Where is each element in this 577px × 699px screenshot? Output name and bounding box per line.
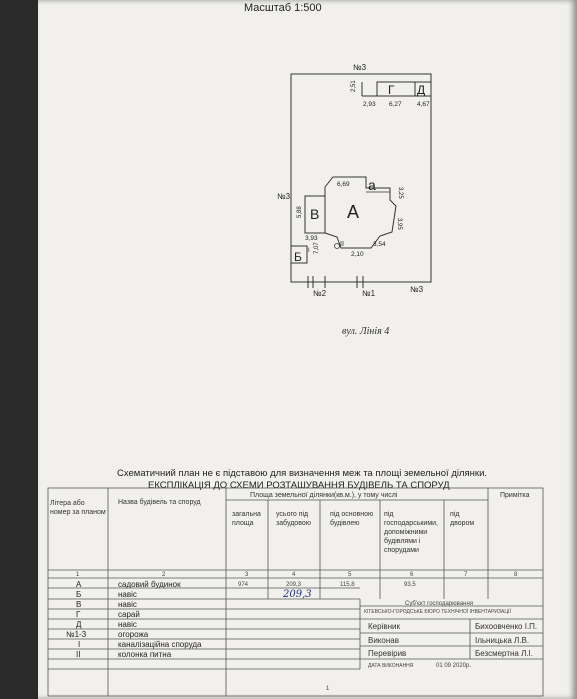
- col-number-8: 8: [514, 572, 518, 578]
- scale-title: Масштаб 1:500: [244, 2, 322, 14]
- table-title: ЕКСПЛІКАЦІЯ ДО СХЕМИ РОЗТАШУВАННЯ БУДІВЕЛЬ ТА СПОРУД: [148, 480, 450, 491]
- label-sewer: I: [308, 248, 310, 254]
- dim-6-69: 6,69: [337, 181, 350, 188]
- row-name: каналізаційна споруда: [118, 640, 202, 649]
- header-total: загальна площа: [232, 511, 261, 527]
- neighbor-n3-top: №3: [353, 63, 367, 72]
- row-built: 209,3: [286, 582, 302, 588]
- header-built: усього під забудовою: [276, 511, 311, 527]
- header-yard: під двором: [450, 511, 475, 527]
- dim-3-25: 3,25: [397, 187, 403, 199]
- neighbor-n3-bottom: №3: [410, 285, 424, 294]
- header-area-group: Площа земельної ділянки(кв.м.), у тому числі: [250, 492, 398, 499]
- label-building-g: Г: [388, 83, 395, 97]
- header-note: Примітка: [500, 492, 530, 499]
- dim-3-93: 3,93: [305, 235, 318, 242]
- row-letter: Д: [76, 620, 82, 629]
- col-number-5: 5: [348, 572, 352, 578]
- label-building-a: А: [347, 202, 360, 222]
- header-aux: під господарськими, допоміжними будівлями і спорудами: [384, 511, 438, 554]
- footer-mark: 1: [326, 686, 330, 692]
- check-name: Безсмертна Л.І.: [475, 649, 533, 658]
- handwritten-annotation: 209,3: [283, 589, 312, 600]
- org-name: КІТЕВСЬКО-ГОРОДСЬКЕ БЮРО ТЕХНІЧНОЇ ІНВЕНТАРИЗАЦІЇ: [364, 609, 511, 615]
- exec-label: Виконав: [368, 636, 399, 645]
- col-number-4: 4: [292, 572, 296, 578]
- exec-name: Ільницька Л.В.: [475, 636, 530, 645]
- dim-4-67: 4,67: [417, 101, 430, 108]
- dim-6-27: 6,27: [389, 101, 402, 108]
- col-number-1: 1: [76, 572, 80, 578]
- row-letter: Г: [76, 610, 81, 619]
- row-letter: Б: [76, 590, 82, 599]
- fence-n1-label: №1: [362, 289, 376, 298]
- header-letter: Літера або номер за планом: [50, 500, 106, 516]
- org-title: Суб'єкт господарювання: [405, 601, 474, 607]
- col-number-2: 2: [162, 572, 166, 578]
- row-name: огорожа: [118, 630, 149, 639]
- header-main: під основною будівлею: [330, 511, 374, 527]
- row-name: колонка питна: [118, 650, 172, 659]
- check-label: Перевірив: [368, 649, 407, 658]
- row-letter: ІІ: [76, 650, 81, 659]
- row-name: садовий будинок: [118, 580, 181, 589]
- col-number-7: 7: [464, 572, 468, 578]
- fence-n2-label: №2: [313, 289, 327, 298]
- row-name: навіс: [118, 590, 137, 599]
- dim-3-95: 3,95: [396, 218, 402, 230]
- label-building-v: В: [310, 206, 320, 222]
- row-letter: В: [76, 600, 82, 609]
- dim-3-54: 3,54: [373, 241, 386, 248]
- row-letter: І: [78, 640, 81, 649]
- disclaimer-text: Схематичний план не є підставою для визначення меж та площі земельної ділянки.: [117, 468, 488, 479]
- neighbor-n3-left: №3: [277, 192, 291, 201]
- label-building-d: Д: [417, 83, 426, 97]
- dim-7-07: 7,07: [314, 242, 320, 254]
- col-number-3: 3: [245, 572, 249, 578]
- row-name: навіс: [118, 620, 137, 629]
- head-name: Бихоовченко І.П.: [475, 622, 538, 631]
- date-value: 01 09 2020р.: [436, 663, 472, 669]
- dim-2-51: 2,51: [351, 80, 357, 92]
- dim-2-10: 2,10: [351, 251, 364, 258]
- date-label: ДАТА ВИКОНАННЯ: [368, 663, 414, 669]
- header-name: Назва будівель та споруд: [118, 499, 201, 506]
- label-building-b: Б: [294, 250, 302, 264]
- row-total: 974: [238, 582, 249, 588]
- col-number-6: 6: [410, 572, 414, 578]
- dim-2-93: 2,93: [363, 101, 376, 108]
- street-name: вул. Лінія 4: [342, 326, 390, 337]
- row-main: 115,8: [340, 582, 355, 588]
- row-name: навіс: [118, 600, 137, 609]
- row-letter: №1-3: [66, 630, 87, 639]
- label-well: II: [340, 241, 344, 248]
- head-label: Керівник: [368, 622, 400, 631]
- dim-5-88: 5,88: [297, 206, 303, 218]
- row-letter: А: [76, 580, 82, 589]
- row-aux: 93,5: [404, 582, 416, 588]
- label-building-a-small: а: [368, 177, 376, 193]
- row-name: сарай: [118, 610, 140, 619]
